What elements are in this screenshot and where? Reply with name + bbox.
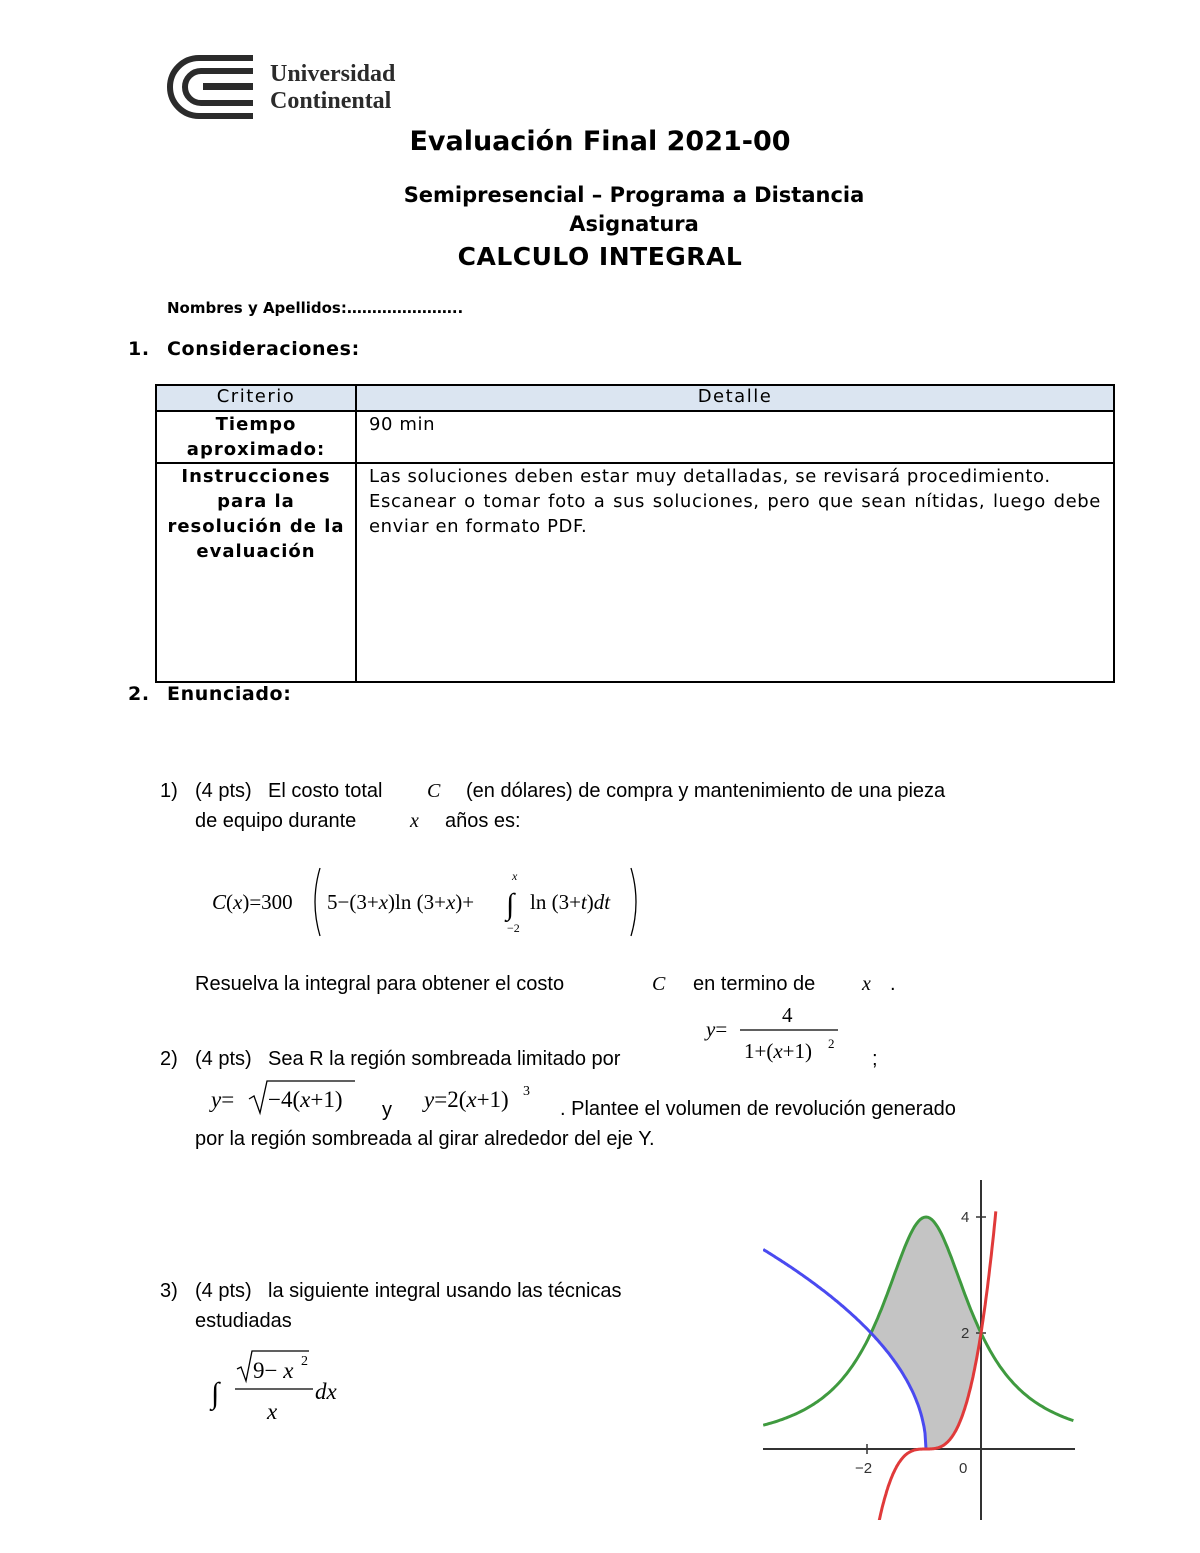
svg-text:−4(x+1): −4(x+1) (268, 1087, 343, 1112)
svg-text:4: 4 (782, 1003, 793, 1027)
p1-text-c: de equipo durante (195, 810, 357, 832)
region-graph (763, 1180, 1075, 1520)
subject-label: Asignatura (569, 212, 699, 236)
p1-period: . (890, 973, 896, 995)
svg-text:5−(3+x)ln (3+x)+: 5−(3+x)ln (3+x)+ (327, 890, 475, 914)
svg-text:C(x)=300: C(x)=300 (212, 890, 293, 914)
page-title: Evaluación Final 2021-00 (409, 126, 791, 157)
logo-c-icon (165, 54, 257, 120)
table-header-detalle: Detalle (356, 385, 1114, 411)
section1-title: Consideraciones: (167, 338, 360, 360)
p1-var-x: x (410, 810, 419, 832)
svg-text:9− x: 9− x (253, 1358, 294, 1383)
p2-number: 2) (160, 1048, 178, 1070)
section1-number: 1. (128, 338, 150, 360)
subject-title: CALCULO INTEGRAL (457, 242, 743, 271)
p3-pts: (4 pts) (195, 1280, 252, 1302)
detail-line: 90 min (369, 414, 436, 435)
table-header-row (156, 385, 1114, 411)
table-cell-detail (356, 463, 1114, 682)
table-cell-detail (356, 411, 1114, 463)
section2-title: Enunciado: (167, 683, 292, 705)
svg-text:2: 2 (301, 1354, 308, 1369)
p1-text-a: El costo total (268, 780, 383, 802)
table-row (156, 411, 1114, 463)
logo-line2: Continental (270, 88, 392, 114)
p1-var-x2: x (862, 973, 871, 995)
y-tick-label: 4 (961, 1209, 970, 1226)
table-header-criterio: Criterio (156, 385, 356, 411)
p2-and: y (382, 1099, 392, 1121)
svg-text:y=: y= (706, 1017, 728, 1041)
p1-number: 1) (160, 780, 178, 802)
p1-text-b: (en dólares) de compra y mantenimiento de una pieza (466, 780, 946, 802)
p1-resolve-a: Resuelva la integral para obtener el costo (195, 973, 565, 995)
p1-pts: (4 pts) (195, 780, 252, 802)
modality: Semipresencial – Programa a Distancia (403, 183, 865, 207)
detail-line: Las soluciones deben estar muy detalladas, se revisará procedimiento. (369, 466, 1051, 487)
names-field-label: Nombres y Apellidos:………………….. (167, 299, 464, 317)
x-tick-label: −2 (855, 1460, 873, 1477)
table-row (156, 463, 1114, 682)
p2-eq2 (205, 1075, 365, 1121)
table-cell-criterion: Instrucciones para la resolución de la evaluación (156, 463, 356, 682)
p2-eq1 (700, 1000, 860, 1070)
logo-line1: Universidad (270, 61, 396, 87)
criteria-table (155, 384, 1115, 683)
x-tick-label: 0 (959, 1460, 968, 1477)
p2-pts: (4 pts) (195, 1048, 252, 1070)
svg-text:3: 3 (523, 1084, 530, 1099)
p3-text-a: la siguiente integral usando las técnicas (268, 1280, 622, 1302)
university-logo (165, 54, 257, 125)
p1-resolve-b: en termino de (693, 973, 816, 995)
svg-text:1+(x+1): 1+(x+1) (744, 1039, 813, 1063)
svg-text:y=2(x+1): y=2(x+1) (424, 1087, 509, 1112)
svg-text:dx: dx (315, 1379, 337, 1404)
p1-formula (200, 862, 660, 942)
p1-text-d: años es: (445, 810, 521, 832)
p2-text-b: . Plantee el volumen de revolución generado (560, 1098, 956, 1120)
y-tick-label: 2 (961, 1325, 970, 1342)
svg-text:y=: y= (211, 1087, 235, 1112)
p1-var-c2: C (652, 973, 666, 995)
p2-text-c: por la región sombreada al girar alrededor del eje Y. (195, 1128, 655, 1150)
p3-text-b: estudiadas (195, 1310, 292, 1332)
p1-var-c: C (427, 780, 441, 802)
svg-text:x: x (512, 869, 518, 883)
svg-text:2: 2 (828, 1036, 835, 1051)
p3-number: 3) (160, 1280, 178, 1302)
p2-separator: ; (872, 1048, 878, 1070)
svg-text:∫: ∫ (506, 888, 515, 921)
p3-integral (205, 1345, 355, 1430)
svg-text:ln (3+t)dt: ln (3+t)dt (530, 890, 611, 914)
svg-text:−2: −2 (507, 921, 520, 935)
svg-text:x: x (267, 1399, 278, 1424)
section2-number: 2. (128, 683, 150, 705)
svg-text:∫: ∫ (211, 1377, 220, 1410)
detail-line: Escanear o tomar foto a sus soluciones, pero que sean nítidas, luego debe enviar en formato PDF. (369, 491, 1101, 537)
table-cell-criterion: Tiempo aproximado: (156, 411, 356, 463)
p2-eq3 (420, 1075, 560, 1121)
p2-text-a: Sea R la región sombreada limitado por (268, 1048, 621, 1070)
